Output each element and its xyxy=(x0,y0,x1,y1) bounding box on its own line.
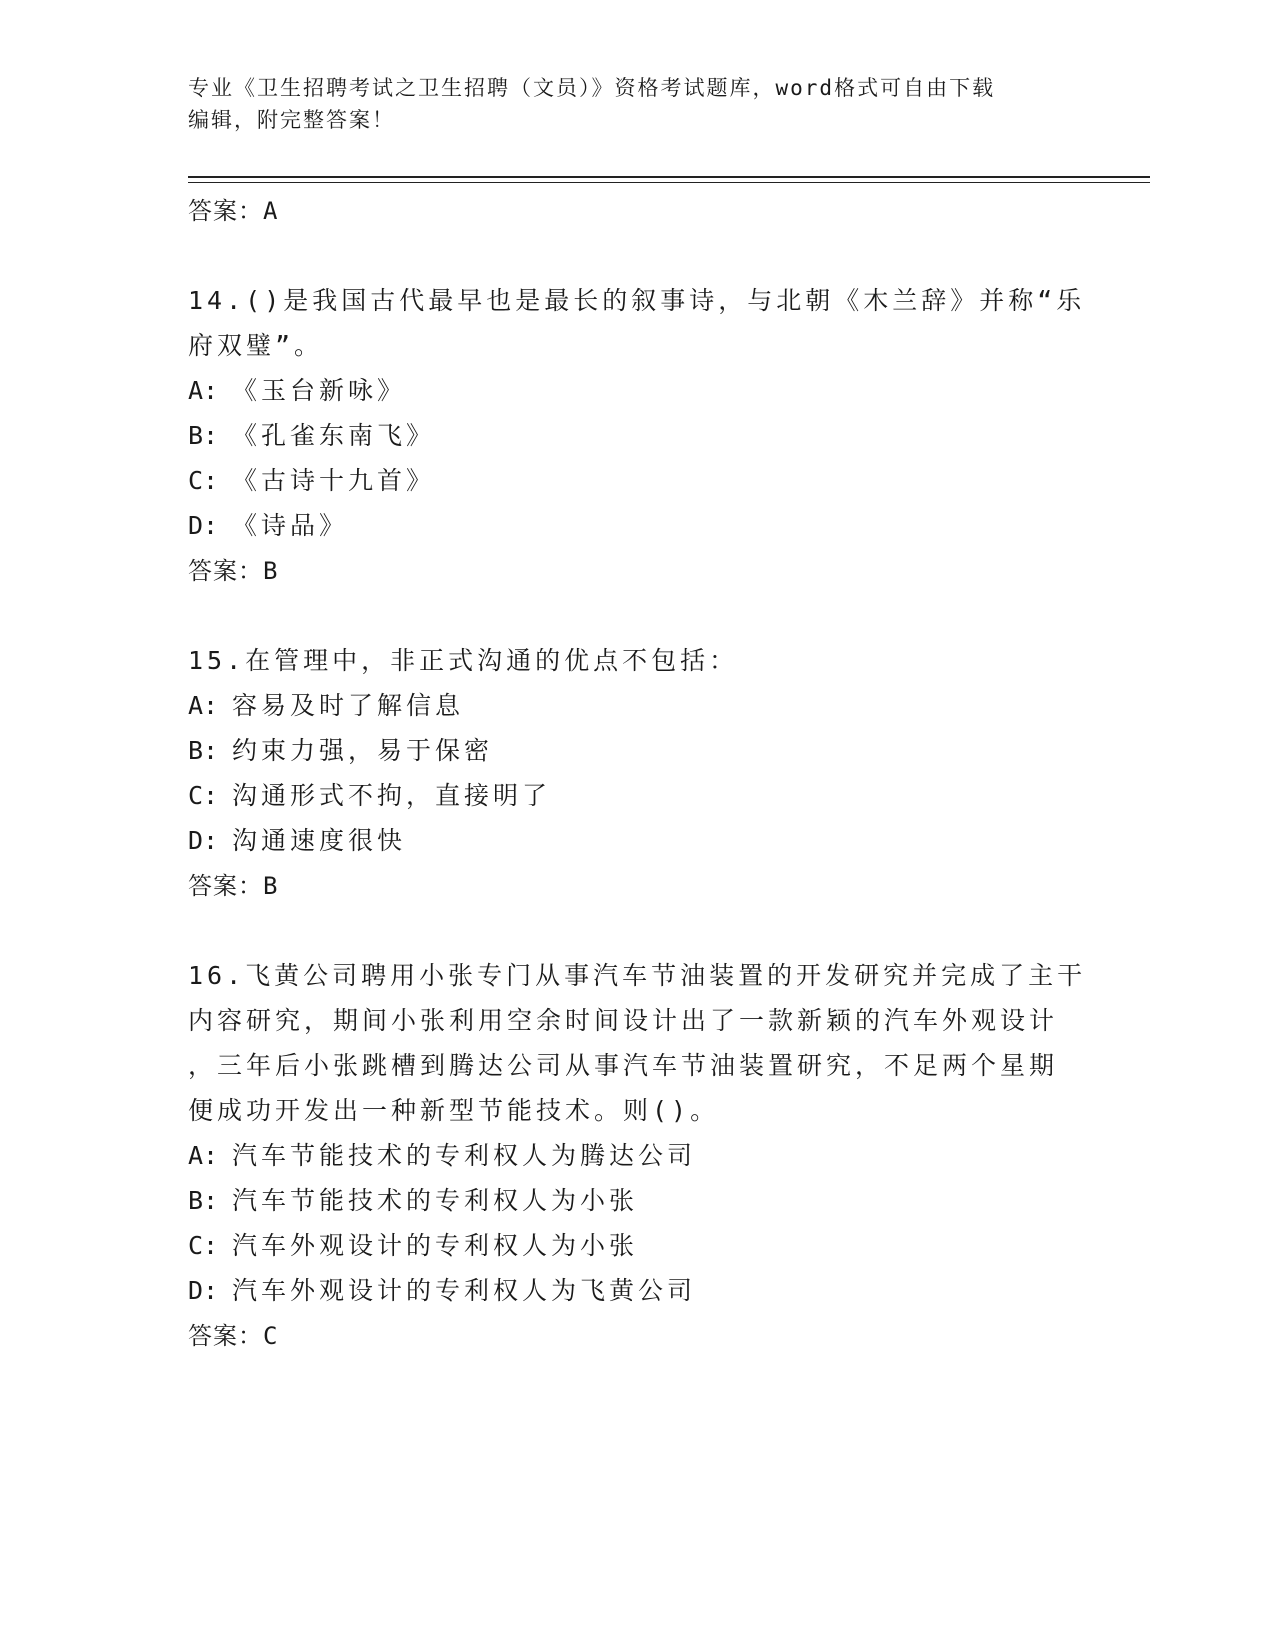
answer-value: A xyxy=(263,197,279,225)
answer-label: 答案： xyxy=(188,197,263,225)
option-key: C: xyxy=(188,1231,219,1260)
question-stem-line: 内容研究，期间小张利用空余时间设计出了一款新颖的汽车外观设计 xyxy=(188,1006,1059,1035)
question-block-15 xyxy=(188,638,1088,909)
option-text: 汽车节能技术的专利权人为腾达公司 xyxy=(232,1141,697,1170)
option-b xyxy=(188,1178,1088,1223)
question-stem xyxy=(188,953,1088,1133)
option-text: 约束力强，易于保密 xyxy=(232,736,494,765)
option-key: C: xyxy=(188,466,219,495)
option-a xyxy=(188,683,1088,728)
document-header xyxy=(188,72,1068,136)
option-key: B: xyxy=(188,421,219,450)
answer-label: 答案： xyxy=(188,1322,263,1350)
option-c xyxy=(188,773,1088,818)
option-key: D: xyxy=(188,826,219,855)
option-key: B: xyxy=(188,1186,219,1215)
question-block-14 xyxy=(188,278,1088,594)
question-stem-line: 15.在管理中，非正式沟通的优点不包括： xyxy=(188,646,739,675)
option-c xyxy=(188,458,1088,503)
option-d xyxy=(188,1268,1088,1313)
option-d xyxy=(188,503,1088,548)
spacer xyxy=(188,234,1088,278)
question-stem-line: 便成功开发出一种新型节能技术。则()。 xyxy=(188,1096,720,1125)
option-text: 汽车外观设计的专利权人为飞黄公司 xyxy=(232,1276,697,1305)
option-key: C: xyxy=(188,781,219,810)
question-stem-line: 14.()是我国古代最早也是最长的叙事诗，与北朝《木兰辞》并称“乐 xyxy=(188,286,1086,315)
option-d xyxy=(188,818,1088,863)
answer-value: B xyxy=(263,557,279,585)
option-key: A: xyxy=(188,1141,219,1170)
option-text: 汽车外观设计的专利权人为小张 xyxy=(232,1231,639,1260)
question-list xyxy=(188,188,1088,1359)
answer-value: C xyxy=(263,1322,279,1350)
option-text: 《诗品》 xyxy=(232,511,349,540)
previous-answer xyxy=(188,188,1088,234)
option-key: D: xyxy=(188,1276,219,1305)
option-key: A: xyxy=(188,376,219,405)
question-stem xyxy=(188,278,1088,368)
option-text: 沟通形式不拘，直接明了 xyxy=(232,781,552,810)
option-key: B: xyxy=(188,736,219,765)
header-rule-thick xyxy=(188,176,1150,178)
option-c xyxy=(188,1223,1088,1268)
answer-value: B xyxy=(263,872,279,900)
question-stem-line: 16.飞黄公司聘用小张专门从事汽车节油装置的开发研究并完成了主干 xyxy=(188,961,1087,990)
spacer xyxy=(188,909,1088,953)
option-a xyxy=(188,368,1088,413)
option-a xyxy=(188,1133,1088,1178)
option-text: 沟通速度很快 xyxy=(232,826,407,855)
option-text: 《古诗十九首》 xyxy=(232,466,436,495)
option-text: 容易及时了解信息 xyxy=(232,691,465,720)
answer-label: 答案： xyxy=(188,557,263,585)
option-text: 《玉台新咏》 xyxy=(232,376,407,405)
question-answer xyxy=(188,1313,1088,1359)
question-block-16 xyxy=(188,953,1088,1359)
question-stem xyxy=(188,638,1088,683)
question-answer xyxy=(188,863,1088,909)
header-line-1: 专业《卫生招聘考试之卫生招聘（文员）》资格考试题库，word格式可自由下载 xyxy=(188,76,996,100)
header-line-2: 编辑，附完整答案！ xyxy=(188,108,395,132)
spacer xyxy=(188,594,1088,638)
option-b xyxy=(188,728,1088,773)
question-stem-line: 府双璧”。 xyxy=(188,331,324,360)
option-text: 《孔雀东南飞》 xyxy=(232,421,436,450)
question-stem-line: ，三年后小张跳槽到腾达公司从事汽车节油装置研究，不足两个星期 xyxy=(188,1051,1059,1080)
option-text: 汽车节能技术的专利权人为小张 xyxy=(232,1186,639,1215)
answer-label: 答案： xyxy=(188,872,263,900)
option-key: D: xyxy=(188,511,219,540)
option-key: A: xyxy=(188,691,219,720)
header-rule-thin xyxy=(188,182,1150,183)
question-answer xyxy=(188,548,1088,594)
option-b xyxy=(188,413,1088,458)
